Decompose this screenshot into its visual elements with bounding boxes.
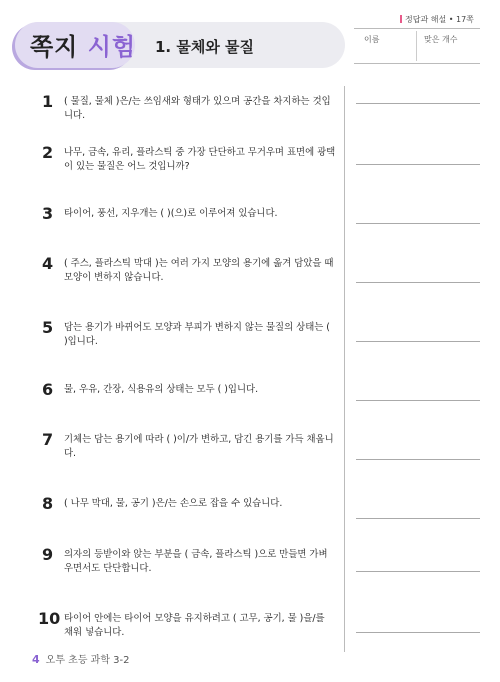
answer-line[interactable] [356, 164, 480, 165]
page-footer [32, 651, 130, 666]
reference-marker [400, 15, 402, 23]
name-score-box [354, 28, 480, 64]
question-number: 1 [42, 92, 54, 111]
unit-subtitle: 1. 물체와 물질 [155, 38, 255, 56]
score-label: 맞은 개수 [424, 35, 458, 44]
title-word-2: 시험 [87, 33, 137, 61]
answer-line[interactable] [356, 518, 480, 519]
question-text: ( 주스, 플라스틱 막대 )는 여러 가지 모양의 용기에 옮겨 담았을 때 모양이 변하지 않습니다. [64, 258, 334, 283]
answer-line[interactable] [356, 282, 480, 283]
question-number: 10 [38, 609, 61, 628]
question-number: 2 [42, 143, 54, 162]
question-text: ( 물질, 물체 )은/는 쓰임새와 형태가 있으며 공간을 차지하는 것입니다. [64, 96, 331, 121]
answer-line[interactable] [356, 103, 480, 104]
answer-line[interactable] [356, 223, 480, 224]
answer-line[interactable] [356, 400, 480, 401]
page-number: 4 [32, 653, 40, 666]
question-text: 타이어, 풍선, 지우개는 ( )(으)로 이루어져 있습니다. [64, 208, 278, 219]
question-text: 물, 우유, 간장, 식용유의 상태는 모두 ( )입니다. [64, 384, 259, 395]
answer-line[interactable] [356, 632, 480, 633]
question-number: 8 [42, 494, 54, 513]
book-title: 오투 초등 과학 3-2 [45, 655, 130, 666]
score-divider [416, 31, 417, 61]
reference-text: 정답과 해설 • 17쪽 [405, 15, 474, 24]
question-text: 의자의 등받이와 앉는 부분을 ( 금속, 플라스틱 )으로 만들면 가벼우면서도 단단합니다. [64, 549, 328, 574]
answer-column-divider [344, 86, 345, 652]
question-number: 4 [42, 254, 54, 273]
question-text: 담는 용기가 바뀌어도 모양과 부피가 변하지 않는 물질의 상태는 ( )입니다. [64, 322, 330, 347]
question-number: 6 [42, 380, 54, 399]
title-word-1: 쪽지 [30, 33, 79, 61]
answer-line[interactable] [356, 459, 480, 460]
page-title [30, 27, 136, 62]
question-number: 3 [42, 204, 54, 223]
question-text: 기체는 담는 용기에 따라 ( )이/가 변하고, 담긴 용기를 가득 채웁니다. [64, 434, 334, 459]
question-number: 5 [42, 318, 54, 337]
question-number: 9 [42, 545, 54, 564]
question-text: ( 나무 막대, 물, 공기 )은/는 손으로 잡을 수 있습니다. [64, 498, 283, 509]
question-text: 타이어 안에는 타이어 모양을 유지하려고 ( 고무, 공기, 물 )을/를 채워 넣습니다. [64, 613, 325, 638]
answer-line[interactable] [356, 571, 480, 572]
question-number: 7 [42, 430, 54, 449]
name-label: 이름 [364, 35, 380, 44]
question-text: 나무, 금속, 유리, 플라스틱 중 가장 단단하고 무거우며 표면에 광택이 있는 물질은 어느 것입니까? [64, 147, 336, 172]
answer-line[interactable] [356, 341, 480, 342]
answer-reference [400, 14, 474, 25]
